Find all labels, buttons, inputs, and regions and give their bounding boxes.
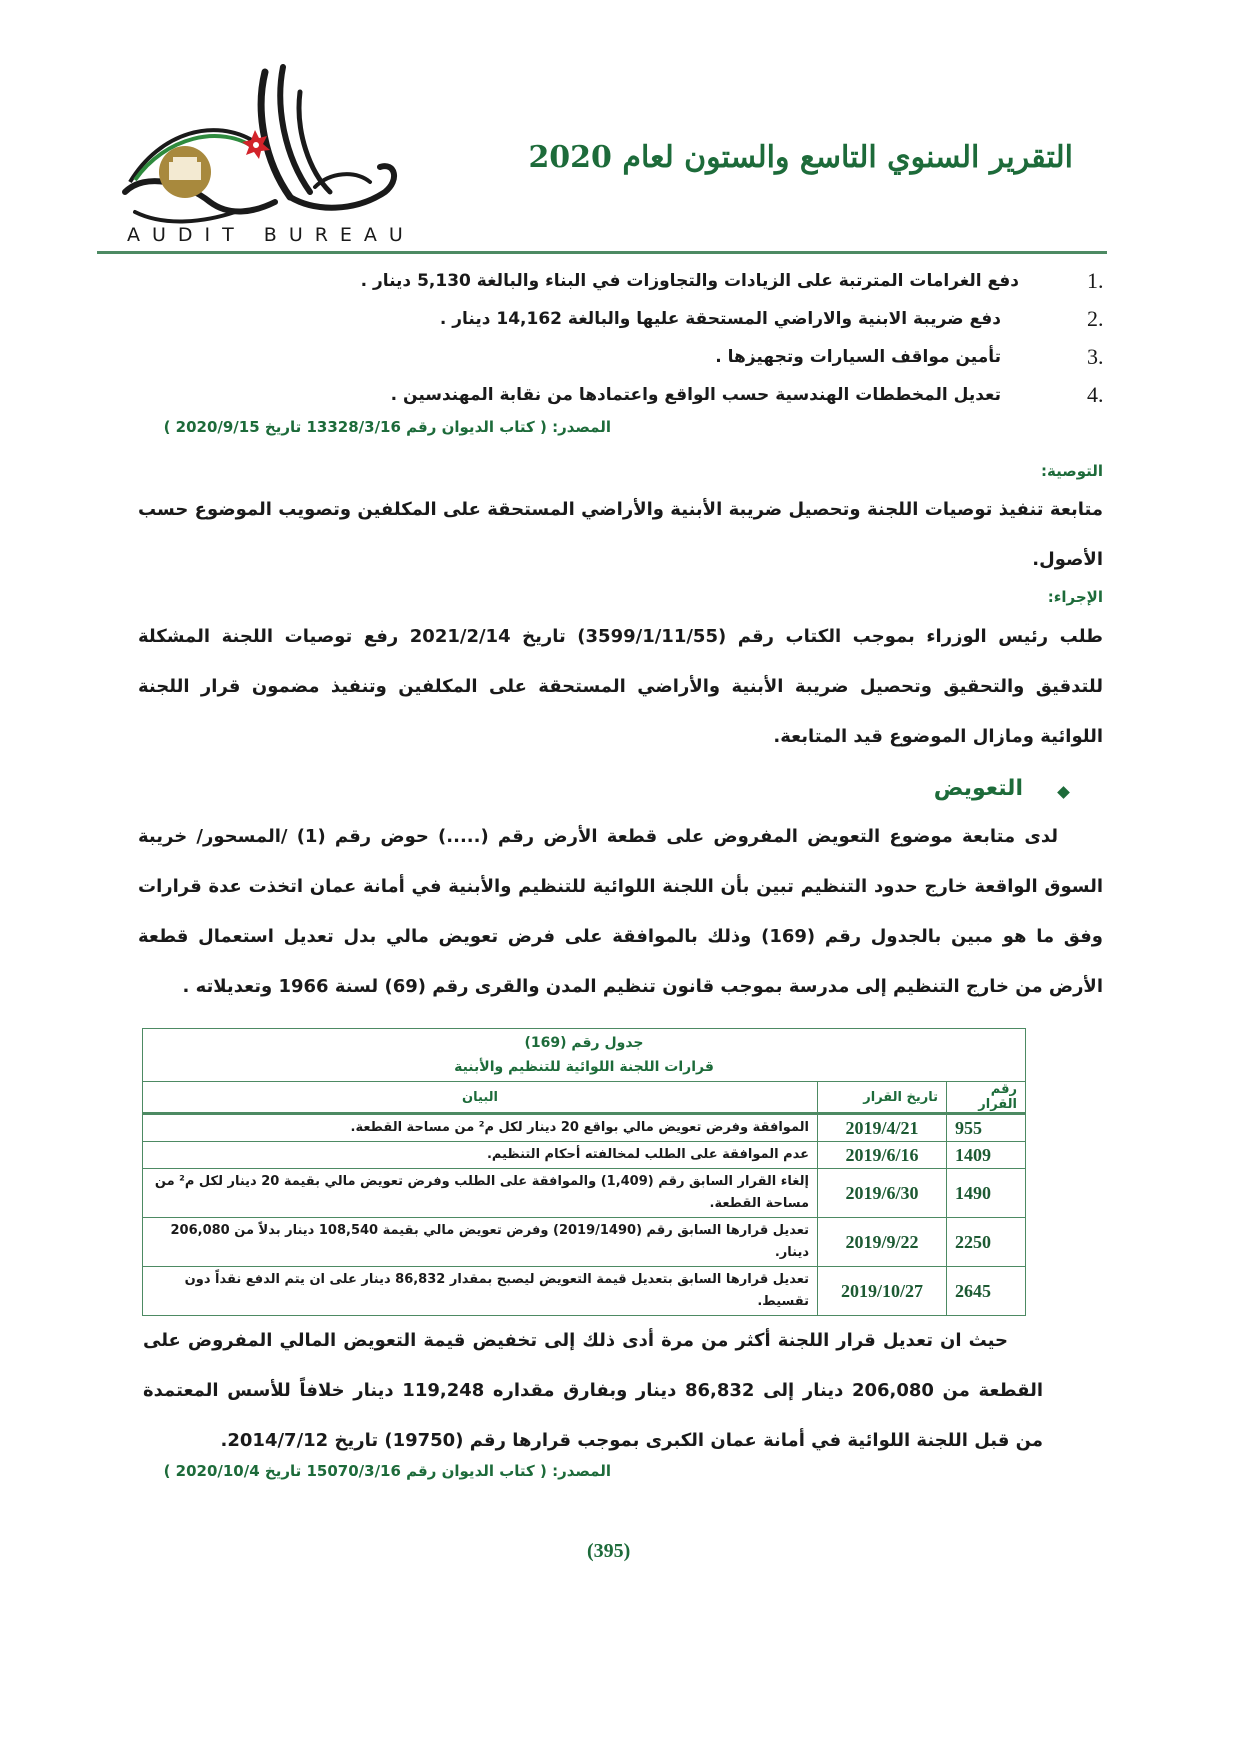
report-title: التقرير السنوي التاسع والستون لعام 2020 bbox=[528, 140, 1073, 175]
table-row bbox=[143, 1142, 1026, 1169]
header-decision-number: رقم القرار bbox=[947, 1082, 1026, 1114]
decision-number: 2645 bbox=[947, 1267, 1026, 1316]
list-number: 3. bbox=[1087, 344, 1104, 369]
decisions-table bbox=[142, 1028, 1026, 1316]
header-divider bbox=[97, 251, 1107, 254]
list-item bbox=[139, 376, 1104, 414]
decision-date: 2019/9/22 bbox=[818, 1218, 947, 1267]
decision-description: إلغاء القرار السابق رقم (1,409) والموافقة على الطلب وفرض تعويض مالي بقيمة 20 دينار لكل م² من مساحة القطعة. bbox=[143, 1169, 818, 1218]
list-number: 1. bbox=[1087, 268, 1104, 293]
decision-date: 2019/6/16 bbox=[818, 1142, 947, 1169]
action-text: طلب رئيس الوزراء بموجب الكتاب رقم (3599/1/11/55) تاريخ 2021/2/14 رفع توصيات اللجنة المشكلة للتدقيق والتحقيق وتحصيل ضريبة الأبنية والأراضي المستحقة على المكلفين وتنفيذ مضمون قرار اللجنة اللوائية ومازال الموضوع قيد المتابعة. bbox=[138, 626, 1104, 747]
source-reference: المصدر: ( كتاب الديوان رقم 13328/3/16 تاريخ 2020/9/15 ) bbox=[163, 418, 611, 436]
list-item bbox=[139, 262, 1104, 300]
section-title: التعويض bbox=[933, 776, 1023, 801]
decision-date: 2019/4/21 bbox=[818, 1114, 947, 1142]
list-text: دفع الغرامات المترتبة على الزيادات والتجاوزات في البناء والبالغة 5,130 دينار . bbox=[360, 271, 1019, 291]
table-row bbox=[143, 1169, 1026, 1218]
page-header bbox=[0, 0, 1241, 260]
list-text: تعديل المخططات الهندسية حسب الواقع واعتمادها من نقابة المهندسين . bbox=[390, 385, 1001, 405]
list-number: 4. bbox=[1087, 382, 1104, 407]
table-title: جدول رقم (169) bbox=[524, 1035, 644, 1051]
diamond-bullet-icon bbox=[1057, 786, 1070, 799]
requirements-list bbox=[139, 262, 1104, 414]
table-row bbox=[143, 1267, 1026, 1316]
logo-caption: AUDIT BUREAU bbox=[127, 224, 415, 246]
recommendation-label: التوصية: bbox=[1040, 462, 1103, 480]
decision-number: 1409 bbox=[947, 1142, 1026, 1169]
table-row bbox=[143, 1114, 1026, 1142]
table-caption bbox=[143, 1029, 1026, 1082]
action-label: الإجراء: bbox=[1047, 588, 1103, 606]
list-text: تأمين مواقف السيارات وتجهيزها . bbox=[715, 347, 1001, 367]
section-intro: لدى متابعة موضوع التعويض المفروض على قطعة الأرض رقم (.....) حوض رقم (1) /المسحور/ خريبة السوق الواقعة خارج حدود التنظيم تبين بأن اللجنة اللوائية للتنظيم والأبنية في أمانة عمان اتخذت عدة قرارات وفق ما هو مبين بالجدول رقم (169) وذلك بالموافقة على فرض تعويض مالي بدل تعديل استعمال قطعة الأرض من خارج التنظيم إلى مدرسة بموجب قانون تنظيم المدن والقرى رقم (69) لسنة 1966 وتعديلاته . bbox=[138, 826, 1103, 997]
audit-bureau-logo bbox=[115, 62, 415, 252]
decision-date: 2019/10/27 bbox=[818, 1267, 947, 1316]
table-row bbox=[143, 1218, 1026, 1267]
header-decision-date: تاريخ القرار bbox=[818, 1082, 947, 1114]
decision-description: تعديل قرارها السابق بتعديل قيمة التعويض ليصبح بمقدار 86,832 دينار على ان يتم الدفع نقداً دون تقسيط. bbox=[143, 1267, 818, 1316]
decision-number: 2250 bbox=[947, 1218, 1026, 1267]
header-description: البيان bbox=[143, 1082, 818, 1114]
decision-description: الموافقة وفرض تعويض مالي بواقع 20 دينار لكل م² من مساحة القطعة. bbox=[143, 1114, 818, 1142]
logo-calligraphy-icon bbox=[115, 62, 415, 232]
decision-number: 1490 bbox=[947, 1169, 1026, 1218]
decision-number: 955 bbox=[947, 1114, 1026, 1142]
recommendation-text: متابعة تنفيذ توصيات اللجنة وتحصيل ضريبة الأبنية والأراضي المستحقة على المكلفين وتصويب الموضوع حسب الأصول. bbox=[138, 499, 1103, 570]
conclusion-text: حيث ان تعديل قرار اللجنة أكثر من مرة أدى ذلك إلى تخفيض قيمة التعويض المالي المفروض على القطعة من 206,080 دينار إلى 86,832 دينار وبفارق مقداره 119,248 دينار خلافاً للأسس المعتمدة من قبل اللجنة اللوائية في أمانة عمان الكبرى بموجب قرارها رقم (19750) تاريخ 2014/7/12. bbox=[143, 1330, 1043, 1451]
decision-description: عدم الموافقة على الطلب لمخالفته أحكام التنظيم. bbox=[143, 1142, 818, 1169]
source-reference: المصدر: ( كتاب الديوان رقم 15070/3/16 تاريخ 2020/10/4 ) bbox=[163, 1462, 611, 1480]
page-number: (395) bbox=[587, 1540, 631, 1562]
decision-description: تعديل قرارها السابق رقم (2019/1490) وفرض تعويض مالي بقيمة 108,540 دينار بدلاً من 206,080 دينار. bbox=[143, 1218, 818, 1267]
table-subtitle: قرارات اللجنة اللوائية للتنظيم والأبنية bbox=[454, 1059, 714, 1075]
list-item bbox=[139, 338, 1104, 376]
list-item bbox=[139, 300, 1104, 338]
list-number: 2. bbox=[1087, 306, 1104, 331]
list-text: دفع ضريبة الابنية والاراضي المستحقة عليها والبالغة 14,162 دينار . bbox=[439, 309, 1001, 329]
decision-date: 2019/6/30 bbox=[818, 1169, 947, 1218]
